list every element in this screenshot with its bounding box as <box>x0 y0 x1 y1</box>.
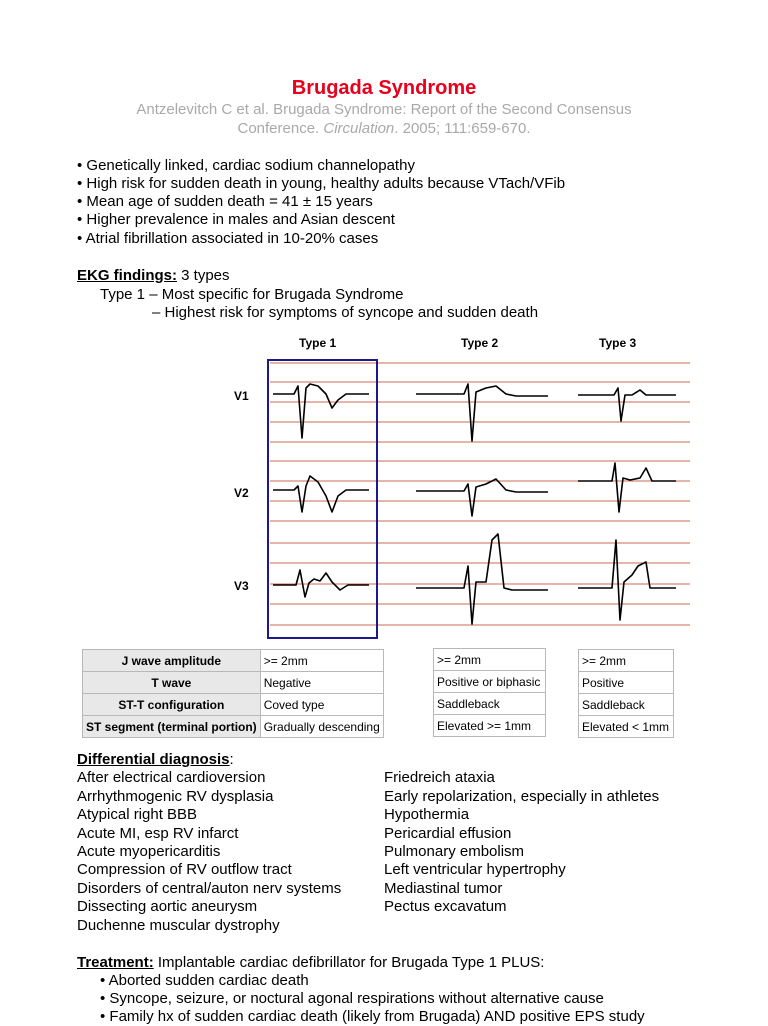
ekg-heading-label: EKG findings: <box>77 267 177 284</box>
table-cell: Negative <box>260 672 383 694</box>
differential-left-item: Acute MI, esp RV infarct <box>77 825 239 842</box>
differential-right-item: Pericardial effusion <box>384 825 512 842</box>
differential-right-item: Hypothermia <box>384 806 470 823</box>
citation-line-1: Antzelevitch C et al. Brugada Syndrome: Report of the Second Consensus <box>136 101 632 118</box>
differential-right-item: Early repolarization, especially in athletes <box>384 788 660 805</box>
treatment-heading-label: Treatment: <box>77 954 154 971</box>
bullet-item: • Atrial fibrillation associated in 10-20% cases <box>77 230 379 247</box>
differential-left-item: Disorders of central/auton nerv systems <box>77 880 342 897</box>
bullet-item: • Mean age of sudden death = 41 ± 15 years <box>77 193 373 210</box>
table-cell: >= 2mm <box>434 649 546 671</box>
trace-v2-type3 <box>578 463 676 512</box>
differential-left-item: Atypical right BBB <box>77 806 198 823</box>
type-label-1: Type 1 <box>299 336 337 350</box>
treatment-item: • Family hx of sudden cardiac death (likely from Brugada) AND positive EPS study <box>100 1008 645 1025</box>
differential-left-item: Acute myopericarditis <box>77 843 221 860</box>
table-cell: Positive <box>579 672 674 694</box>
citation-journal: Circulation <box>323 120 395 137</box>
type-label-2: Type 2 <box>461 336 499 350</box>
lead-label-v2: V2 <box>234 486 249 500</box>
ekg-heading-rest: 3 types <box>177 267 230 284</box>
differential-heading-label: Differential diagnosis <box>77 751 230 768</box>
differential-left-item: Dissecting aortic aneurysm <box>77 898 258 915</box>
ecg-grid-lines <box>270 363 690 625</box>
differential-right-item: Pectus excavatum <box>384 898 507 915</box>
table-cell: Saddleback <box>434 693 546 715</box>
criteria-table-type3 <box>578 649 674 738</box>
criteria-table-type1 <box>82 649 384 738</box>
citation-prefix: Conference. <box>237 120 324 137</box>
differential-heading-colon: : <box>229 751 234 768</box>
table-cell: Gradually descending <box>260 716 383 738</box>
differential-left-item: Compression of RV outflow tract <box>77 861 292 878</box>
trace-v1-type2 <box>416 384 548 441</box>
lead-label-v1: V1 <box>234 389 249 403</box>
row-label: J wave amplitude <box>83 650 261 672</box>
bullet-item: • High risk for sudden death in young, healthy adults because VTach/VFib <box>77 175 566 192</box>
differential-left-item: Arrhythmogenic RV dysplasia <box>77 788 274 805</box>
table-cell: Elevated < 1mm <box>579 716 674 738</box>
differential-right-item: Mediastinal tumor <box>384 880 503 897</box>
row-label: T wave <box>83 672 261 694</box>
differential-right-item: Left ventricular hypertrophy <box>384 861 566 878</box>
trace-v3-type3 <box>578 540 676 620</box>
differential-heading <box>77 751 234 769</box>
table-cell: >= 2mm <box>260 650 383 672</box>
treatment-item: • Aborted sudden cardiac death <box>100 972 309 989</box>
differential-left-item: After electrical cardioversion <box>77 769 266 786</box>
lead-label-v3: V3 <box>234 579 249 593</box>
table-cell: Positive or biphasic <box>434 671 546 693</box>
differential-right-item: Friedreich ataxia <box>384 769 495 786</box>
treatment-item: • Syncope, seizure, or noctural agonal respirations without alternative cause <box>100 990 604 1007</box>
citation-suffix: . 2005; 111:659-670. <box>394 120 531 137</box>
differential-right-item: Pulmonary embolism <box>384 843 525 860</box>
treatment-text: Implantable cardiac defibrillator for Brugada Type 1 PLUS: <box>153 954 545 971</box>
trace-v1-type3 <box>578 388 676 421</box>
table-cell: >= 2mm <box>579 650 674 672</box>
page-title: Brugada Syndrome <box>291 77 477 99</box>
trace-v1-type1 <box>273 384 369 438</box>
treatment-heading <box>77 954 544 972</box>
table-cell: Saddleback <box>579 694 674 716</box>
bullet-item: • Genetically linked, cardiac sodium channelopathy <box>77 157 415 174</box>
criteria-table-type2 <box>433 648 546 737</box>
row-label: ST-T configuration <box>83 694 261 716</box>
ekg-type1-sub: – Highest risk for symptoms of syncope and sudden death <box>152 304 539 321</box>
table-cell: Coved type <box>260 694 383 716</box>
ekg-type1-line: Type 1 – Most specific for Brugada Syndrome <box>100 286 404 303</box>
table-cell: Elevated >= 1mm <box>434 715 546 737</box>
trace-v2-type2 <box>416 479 548 516</box>
trace-v3-type2 <box>416 534 548 624</box>
bullet-item: • Higher prevalence in males and Asian descent <box>77 211 395 228</box>
differential-left-item: Duchenne muscular dystrophy <box>77 917 280 934</box>
type-label-3: Type 3 <box>599 336 637 350</box>
row-label: ST segment (terminal portion) <box>83 716 261 738</box>
